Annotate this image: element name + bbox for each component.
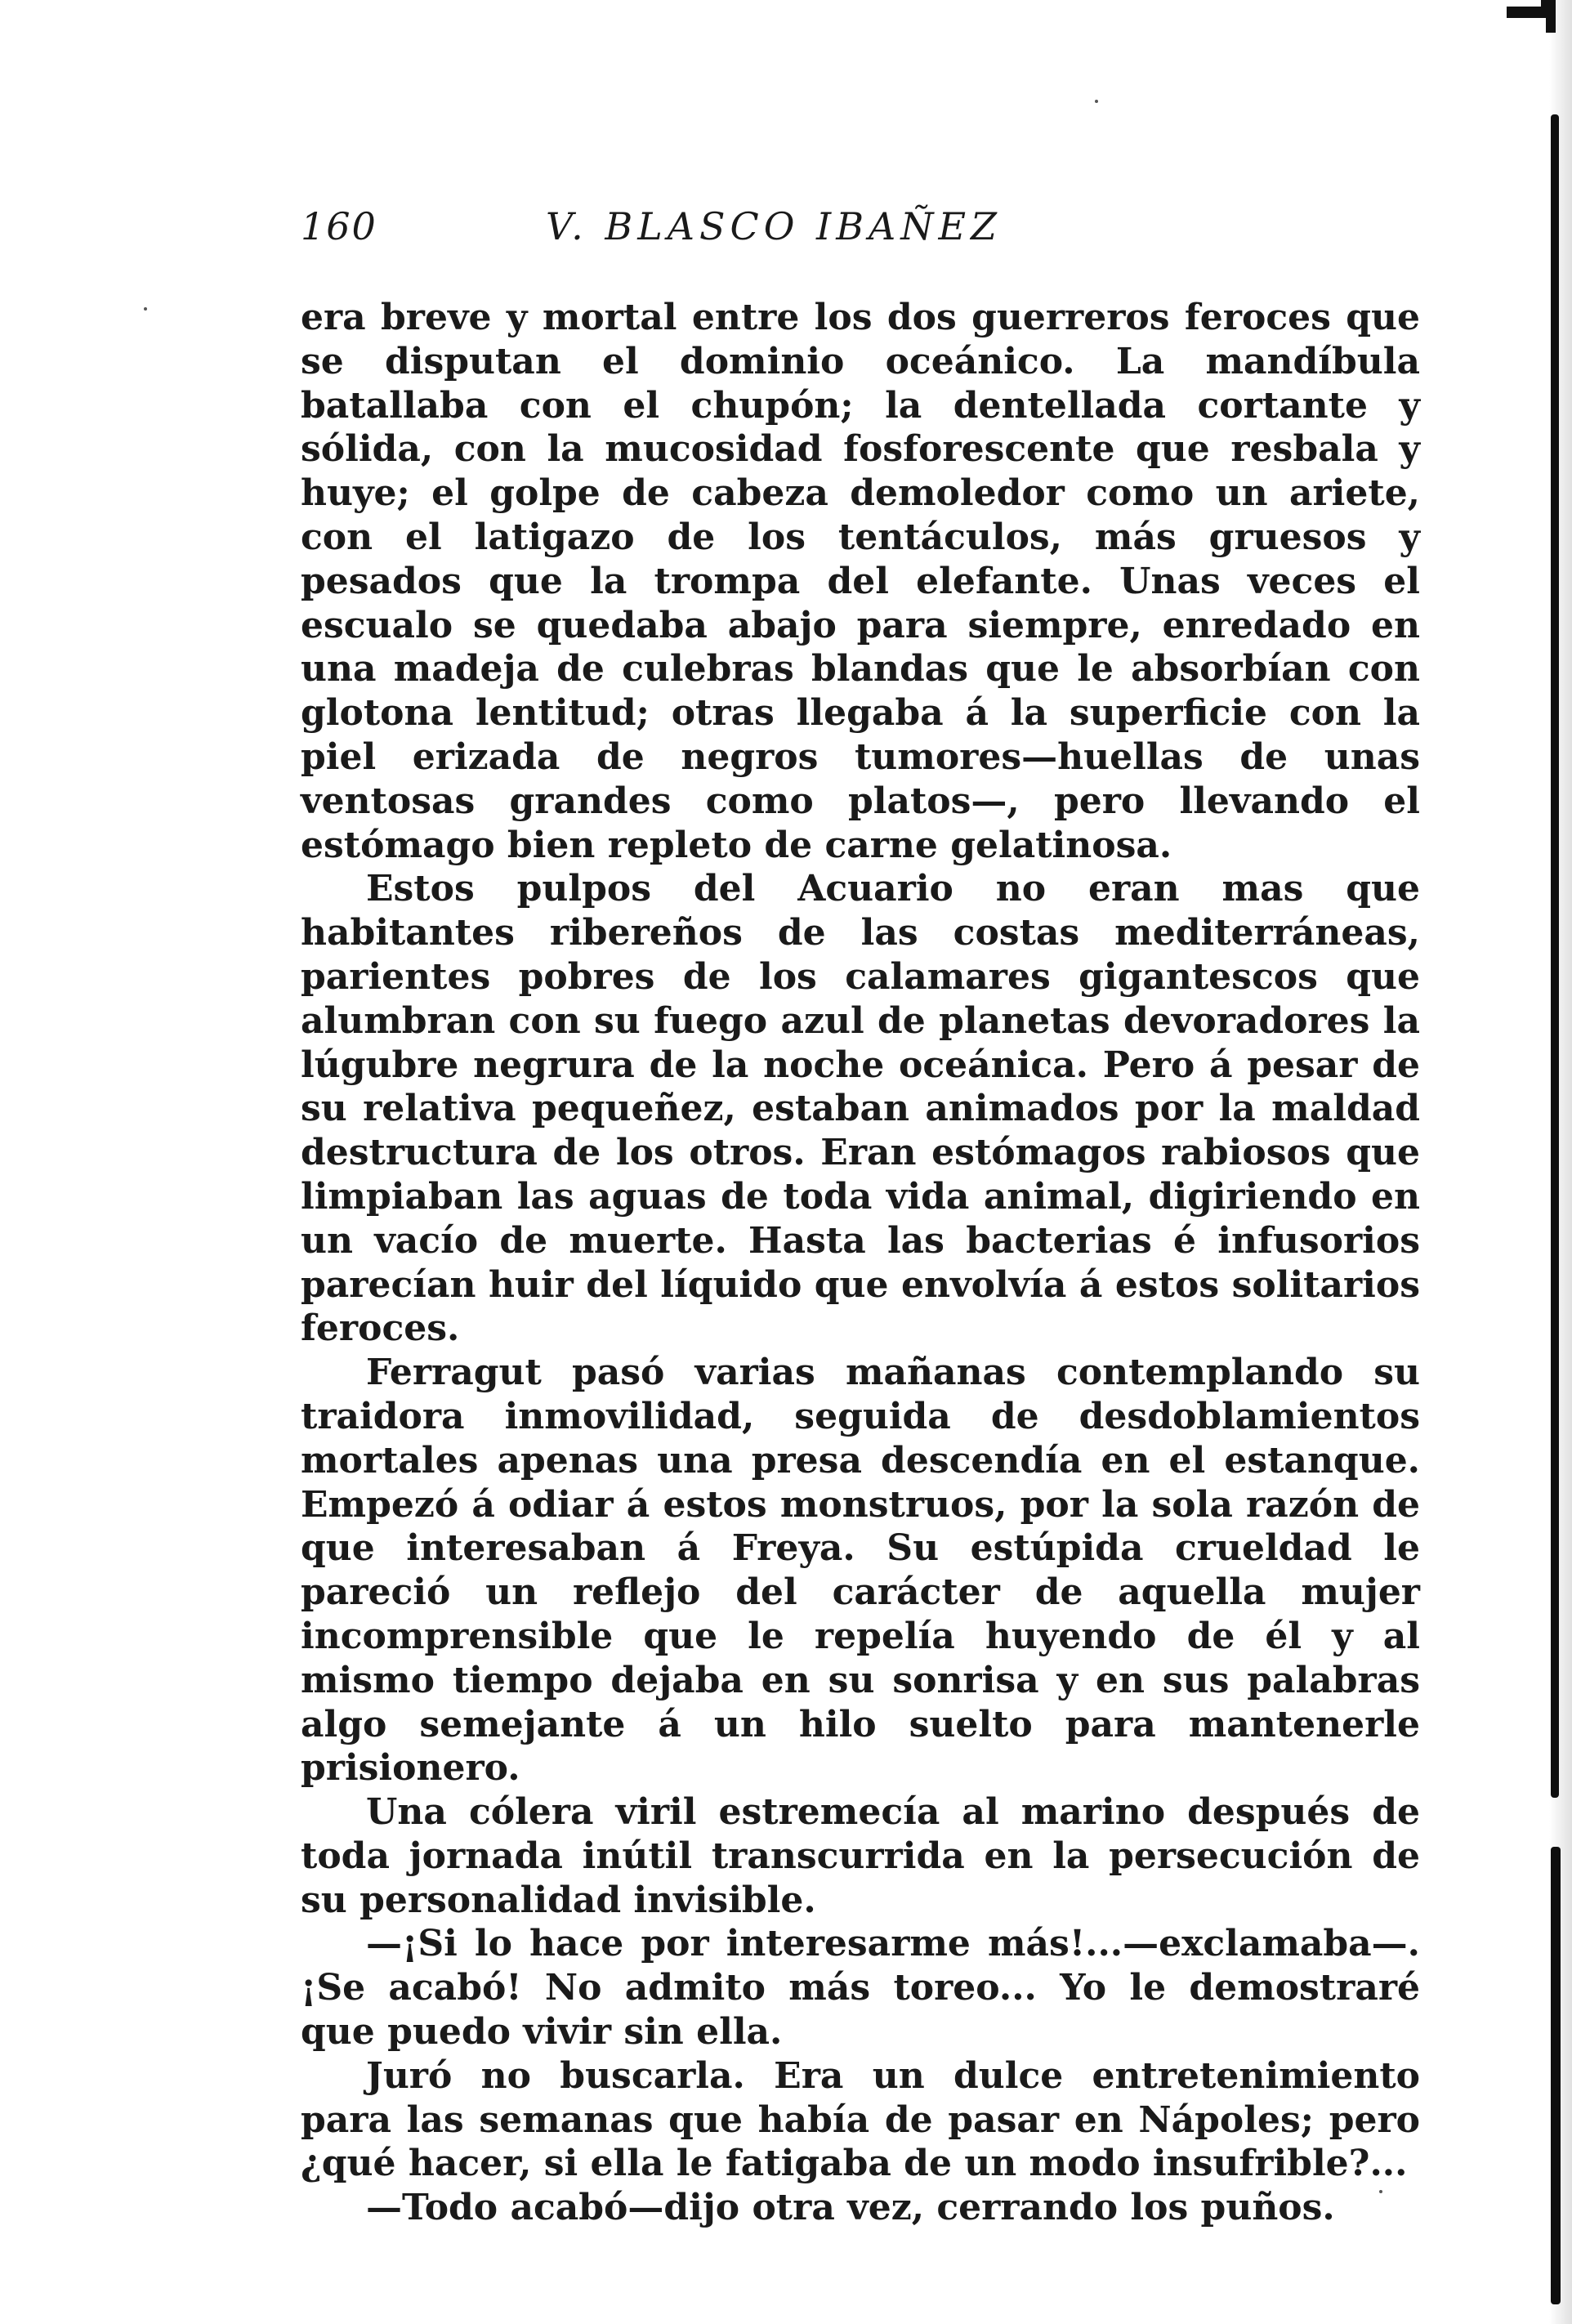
paragraph: era breve y mortal entre los dos guerreros feroces que se disputan el dominio oceánico. La mandíbula batallaba con el chupón; la dentellada cortante y sólida, con la mucosidad fosforescente que resbala y huye; el golpe de cabeza demoledor como un ariete, con el latigazo de los tentáculos, más gruesos y pesados que la trompa del elefante. Unas veces el escualo se quedaba abajo para siempre, enredado en una madeja de culebras blandas que le absorbían con glotona lentitud; otras llegaba á la superficie con la piel erizada de negros tumores—huellas de unas ventosas grandes como platos—, pero llevando el estómago bien repleto de carne gelatinosa. [301,297,1420,866]
scan-corner-mark [1507,0,1556,33]
scan-speck [1095,100,1098,103]
paragraph: Estos pulpos del Acuario no eran mas que habitantes ribereños de las costas mediterráneas, parientes pobres de los calamares gigantescos que alumbran con su fuego azul de planetas devoradores la lúgubre negrura de la noche oceánica. Pero á pesar de su relativa pequeñez, estaban animados por la maldad destructura de los otros. Eran estómagos rabiosos que limpiaban las aguas de toda vida animal, digiriendo en un vacío de muerte. Hasta las bacterias é infusorios parecían huir del líquido que envolvía á estos solitarios feroces. [301,868,1420,1350]
paragraph: —¡Si lo hace por interesarme más!...—exclamaba—. ¡Se acabó! No admito más toreo... Yo le demostraré que puedo vivir sin ella. [301,1923,1420,2054]
running-header [301,204,1420,261]
scan-speck [144,307,147,311]
running-title: V. BLASCO IBAÑEZ [546,204,1003,248]
page-number: 160 [301,204,377,248]
page-text-body [301,296,1420,2230]
paragraph: —Todo acabó—dijo otra vez, cerrando los puños. [366,2187,1335,2229]
binding-edge-lower [1551,1847,1561,2304]
paragraph: Juró no buscarla. Era un dulce entretenimiento para las semanas que había de pasar en Nápoles; pero ¿qué hacer, si ella le fatigaba de un modo insufrible?... [301,2054,1420,2185]
paragraph: Una cólera viril estremecía al marino después de toda jornada inútil transcurrida en la persecución de su personalidad invisible. [301,1791,1420,1921]
binding-edge-upper [1551,114,1559,1798]
paragraph: Ferragut pasó varias mañanas contemplando su traidora inmovilidad, seguida de desdoblamientos mortales apenas una presa descendía en el estanque. Empezó á odiar á estos monstruos, por la sola razón de que interesaban á Freya. Su estúpida crueldad le pareció un reflejo del carácter de aquella mujer incomprensible que le repelía huyendo de él y al mismo tiempo dejaba en su sonrisa y en sus palabras algo semejante á un hilo suelto para mantenerle prisionero. [301,1352,1420,1790]
